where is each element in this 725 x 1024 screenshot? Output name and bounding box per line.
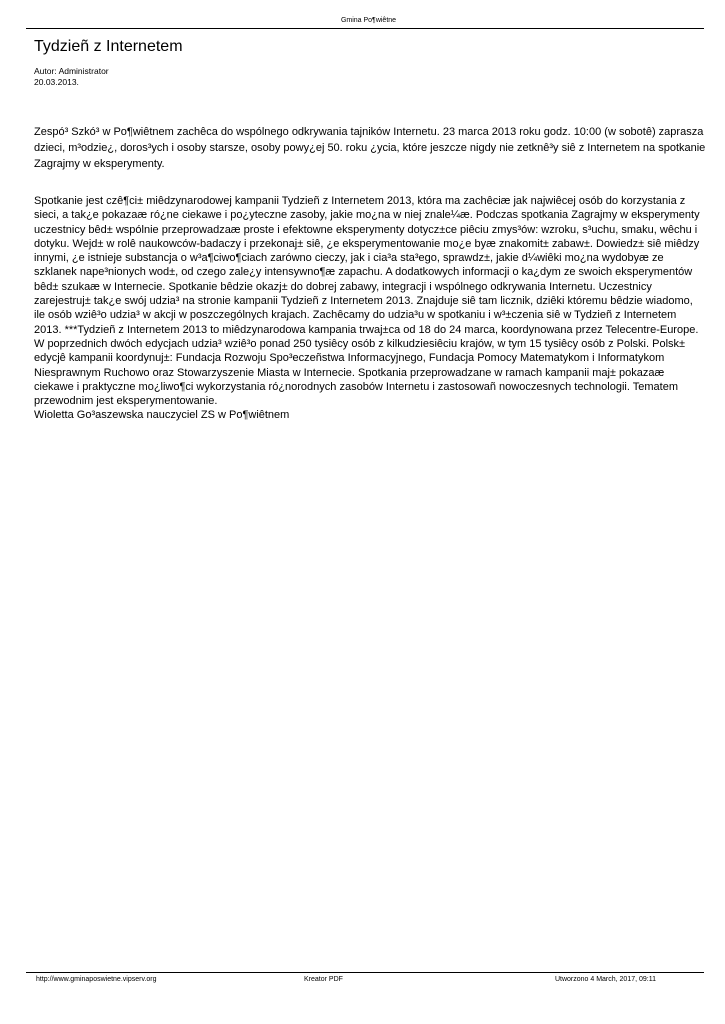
author-line: Autor: Administrator <box>34 66 109 76</box>
footer-creator: Kreator PDF <box>304 976 343 983</box>
article-title: Tydzieñ z Internetem <box>34 38 183 55</box>
page-header: Gmina Po¶wiêtne <box>340 17 397 24</box>
body-paragraph: Spotkanie jest czê¶ci± miêdzynarodowej kampanii Tydzieñ z Internetem 2013, która ma zachêciæ jak najwiêcej osób do korzystania z sieci, a tak¿e pokazaæ ró¿ne ciekawe i po¿yteczne zasoby, jakie mo¿na w niej znale¼æ. Podczas spotkania Zagrajmy w eksperymenty uczestnicy bêd± wspólnie przeprowadzaæ proste i efektowne eksperymenty dotycz±ce piêciu zmys³ów: wzroku, s³uchu, smaku, wêchu i dotyku. Wejd± w rolê naukowców-badaczy i przekonaj± siê, ¿e eksperymentowanie mo¿e byæ znakomit± zabaw±. Dowiedz± siê miêdzy innymi, ¿e istnieje substancja o w³a¶ciwo¶ciach zarówno cieczy, jak i cia³a sta³ego, sprawdz±, jakie d¼wiêki mo¿na wydobyæ ze szklanek nape³nionych wod±, od czego zale¿y intensywno¶æ zapachu. A dodatkowych informacji o ka¿dym ze swoich eksperymentów bêd± szukaæ w Internecie. Spotkanie bêdzie okazj± do dobrej zabawy, integracji i wspólnego odkrywania Internetu. Uczestnicy zarejestruj± tak¿e swój udzia³ na stronie kampanii Tydzieñ z Internetem 2013. Znajduje siê tam licznik, dziêki któremu bêdzie wiadomo, ile osób wziê³o udzia³ w akcji w poszczególnych krajach. Zachêcamy do udzia³u w spotkaniu i w³±czenia siê w Tydzieñ z Internetem 2013. ***Tydzieñ z Internetem 2013 to miêdzynarodowa kampania trwaj±ca od 18 do 24 marca, koordynowana przez Telecentre-Europe. W poprzednich dwóch edycjach udzia³ wziê³o ponad 250 tysiêcy osób z kilkudziesiêciu krajów, w tym 15 tysiêcy osób z Polski. Polsk± edycjê kampanii koordynuj±: Fundacja Rozwoju Spo³eczeñstwa Informacyjnego, Fundacja Pomocy Matematykom i Informatykom Niesprawnym Ruchowo oraz Stowarzyszenie Miasta w Internecie. Spotkania przeprowadzane w ramach kampanii maj± pokazaæ ciekawe i praktyczne mo¿liwo¶ci wykorzystania ró¿norodnych zasobów Internetu i zastosowañ nowoczesnych technologii. Tematem przewodnim jest eksperymentowanie. <box>34 195 700 408</box>
article-meta <box>34 66 109 88</box>
intro-paragraph: Zespó³ Szkó³ w Po¶wiêtnem zachêca do wspólnego odkrywania tajników Internetu. 23 marca 2013 roku godz. 10:00 (w sobotê) zaprasza dzieci, m³odzie¿, doros³ych i osoby starsze, osoby powy¿ej 50. roku ¿ycia, które jeszcze nigdy nie zetknê³y siê z Internetem na spotkanie Zagrajmy w eksperymenty. <box>34 126 706 170</box>
footer-created-date: Utworzono 4 March, 2017, 09:11 <box>554 976 656 983</box>
header-divider <box>26 28 704 29</box>
publish-date: 20.03.2013. <box>34 77 79 87</box>
footer-url: http://www.gminaposwietne.vipserv.org <box>36 976 157 983</box>
page-footer <box>36 975 656 985</box>
author-signature: Wioletta Go³aszewska nauczyciel ZS w Po¶wiêtnem <box>34 409 290 421</box>
footer-divider <box>26 972 704 973</box>
